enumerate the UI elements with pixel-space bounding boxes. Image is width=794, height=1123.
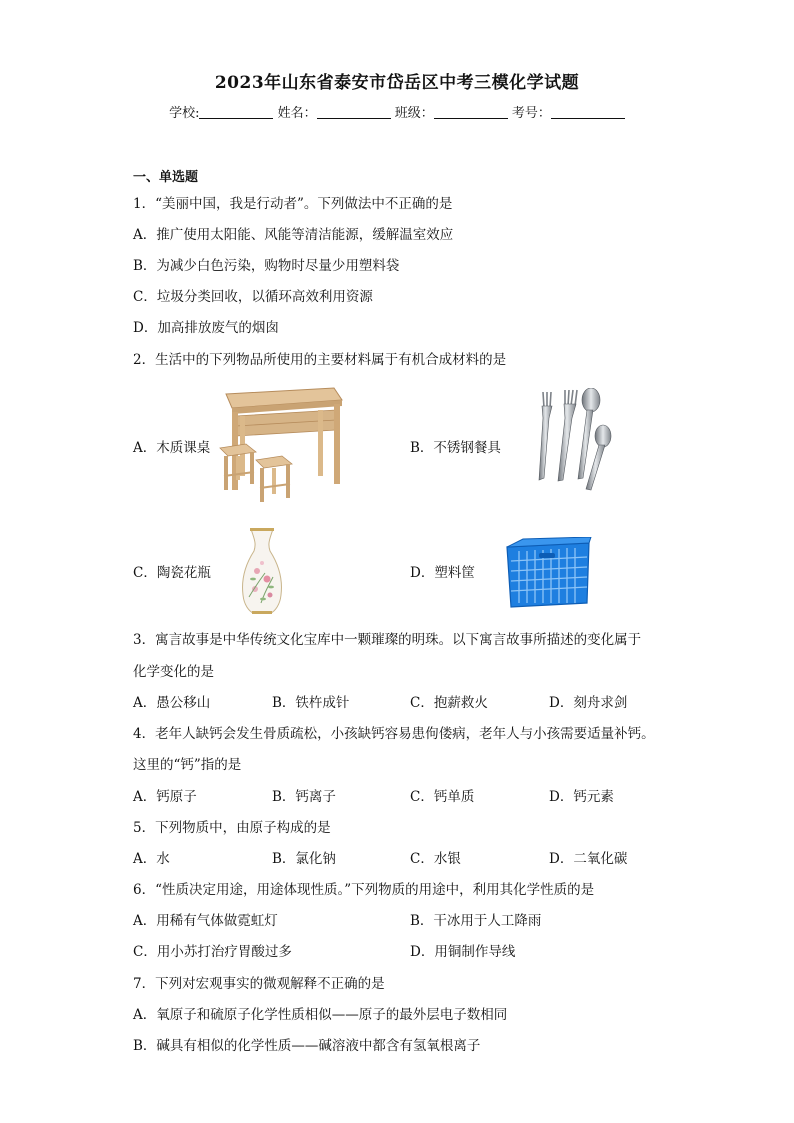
q4-option-d: D．钙元素 — [549, 789, 614, 805]
q3-option-b: B．铁杵成针 — [272, 695, 350, 711]
student-info-line — [0, 102, 794, 121]
q4-option-b: B．钙离子 — [272, 789, 336, 805]
q4-option-c: C．钙单质 — [410, 789, 475, 805]
q4-stem-line1: 4．老年人缺钙会发生骨质疏松，小孩缺钙容易患佝偻病，老年人与小孩需要适量补钙。 — [133, 726, 655, 742]
q7-option-b: B．碱具有相似的化学性质——碱溶液中都含有氢氧根离子 — [133, 1038, 481, 1054]
ceramic-vase-image — [237, 527, 287, 615]
name-blank[interactable] — [317, 105, 391, 119]
q5-option-a: A．水 — [133, 851, 170, 867]
q3-stem-line1: 3．寓言故事是中华传统文化宝库中一颗璀璨的明珠。以下寓言故事所描述的变化属于 — [133, 632, 642, 648]
q7-stem: 7．下列对宏观事实的微观解释不正确的是 — [133, 976, 385, 992]
q2-option-b: B．不锈钢餐具 — [410, 440, 501, 456]
q2-option-c: C．陶瓷花瓶 — [133, 565, 211, 581]
q6-stem: 6．“性质决定用途，用途体现性质。”下列物质的用途中，利用其化学性质的是 — [133, 882, 595, 898]
q1-option-a: A．推广使用太阳能、风能等清洁能源，缓解温室效应 — [133, 227, 454, 243]
q5-option-b: B．氯化钠 — [272, 851, 336, 867]
q1-stem: 1．“美丽中国，我是行动者”。下列做法中不正确的是 — [133, 196, 453, 212]
q6-option-c: C．用小苏打治疗胃酸过多 — [133, 944, 292, 960]
q4-stem-line2: 这里的“钙”指的是 — [133, 757, 242, 773]
q1-option-c: C．垃圾分类回收，以循环高效利用资源 — [133, 289, 373, 305]
q1-option-d: D．加高排放废气的烟囱 — [133, 320, 279, 336]
q2-stem: 2．生活中的下列物品所使用的主要材料属于有机合成材料的是 — [133, 352, 507, 368]
school-label: 学校: — [169, 106, 200, 121]
wooden-desk-image — [216, 386, 344, 504]
name-label: 姓名： — [277, 106, 317, 121]
stainless-cutlery-image — [525, 388, 615, 492]
q3-option-a: A．愚公移山 — [133, 695, 211, 711]
school-blank[interactable] — [199, 105, 273, 119]
exam-no-label: 考号： — [511, 106, 551, 121]
q3-option-c: C．抱薪救火 — [410, 695, 488, 711]
class-label: 班级： — [394, 106, 434, 121]
q5-option-d: D．二氧化碳 — [549, 851, 628, 867]
page-title: 2023年山东省泰安市岱岳区中考三模化学试题 — [214, 73, 580, 93]
q5-option-c: C．水银 — [410, 851, 461, 867]
q3-stem-line2: 化学变化的是 — [133, 664, 214, 680]
section-heading: 一、单选题 — [133, 170, 199, 185]
q4-option-a: A．钙原子 — [133, 789, 197, 805]
exam-no-blank[interactable] — [551, 105, 625, 119]
q6-option-d: D．用铜制作导线 — [410, 944, 516, 960]
plastic-basket-image — [503, 537, 593, 609]
q3-option-d: D．刻舟求剑 — [549, 695, 628, 711]
q6-option-a: A．用稀有气体做霓虹灯 — [133, 913, 278, 929]
q2-option-a: A．木质课桌 — [133, 440, 211, 456]
q5-stem: 5．下列物质中，由原子构成的是 — [133, 820, 331, 836]
q7-option-a: A．氧原子和硫原子化学性质相似——原子的最外层电子数相同 — [133, 1007, 508, 1023]
class-blank[interactable] — [434, 105, 508, 119]
q2-option-d: D．塑料筐 — [410, 565, 475, 581]
q6-option-b: B．干冰用于人工降雨 — [410, 913, 542, 929]
q1-option-b: B．为减少白色污染，购物时尽量少用塑料袋 — [133, 258, 400, 274]
